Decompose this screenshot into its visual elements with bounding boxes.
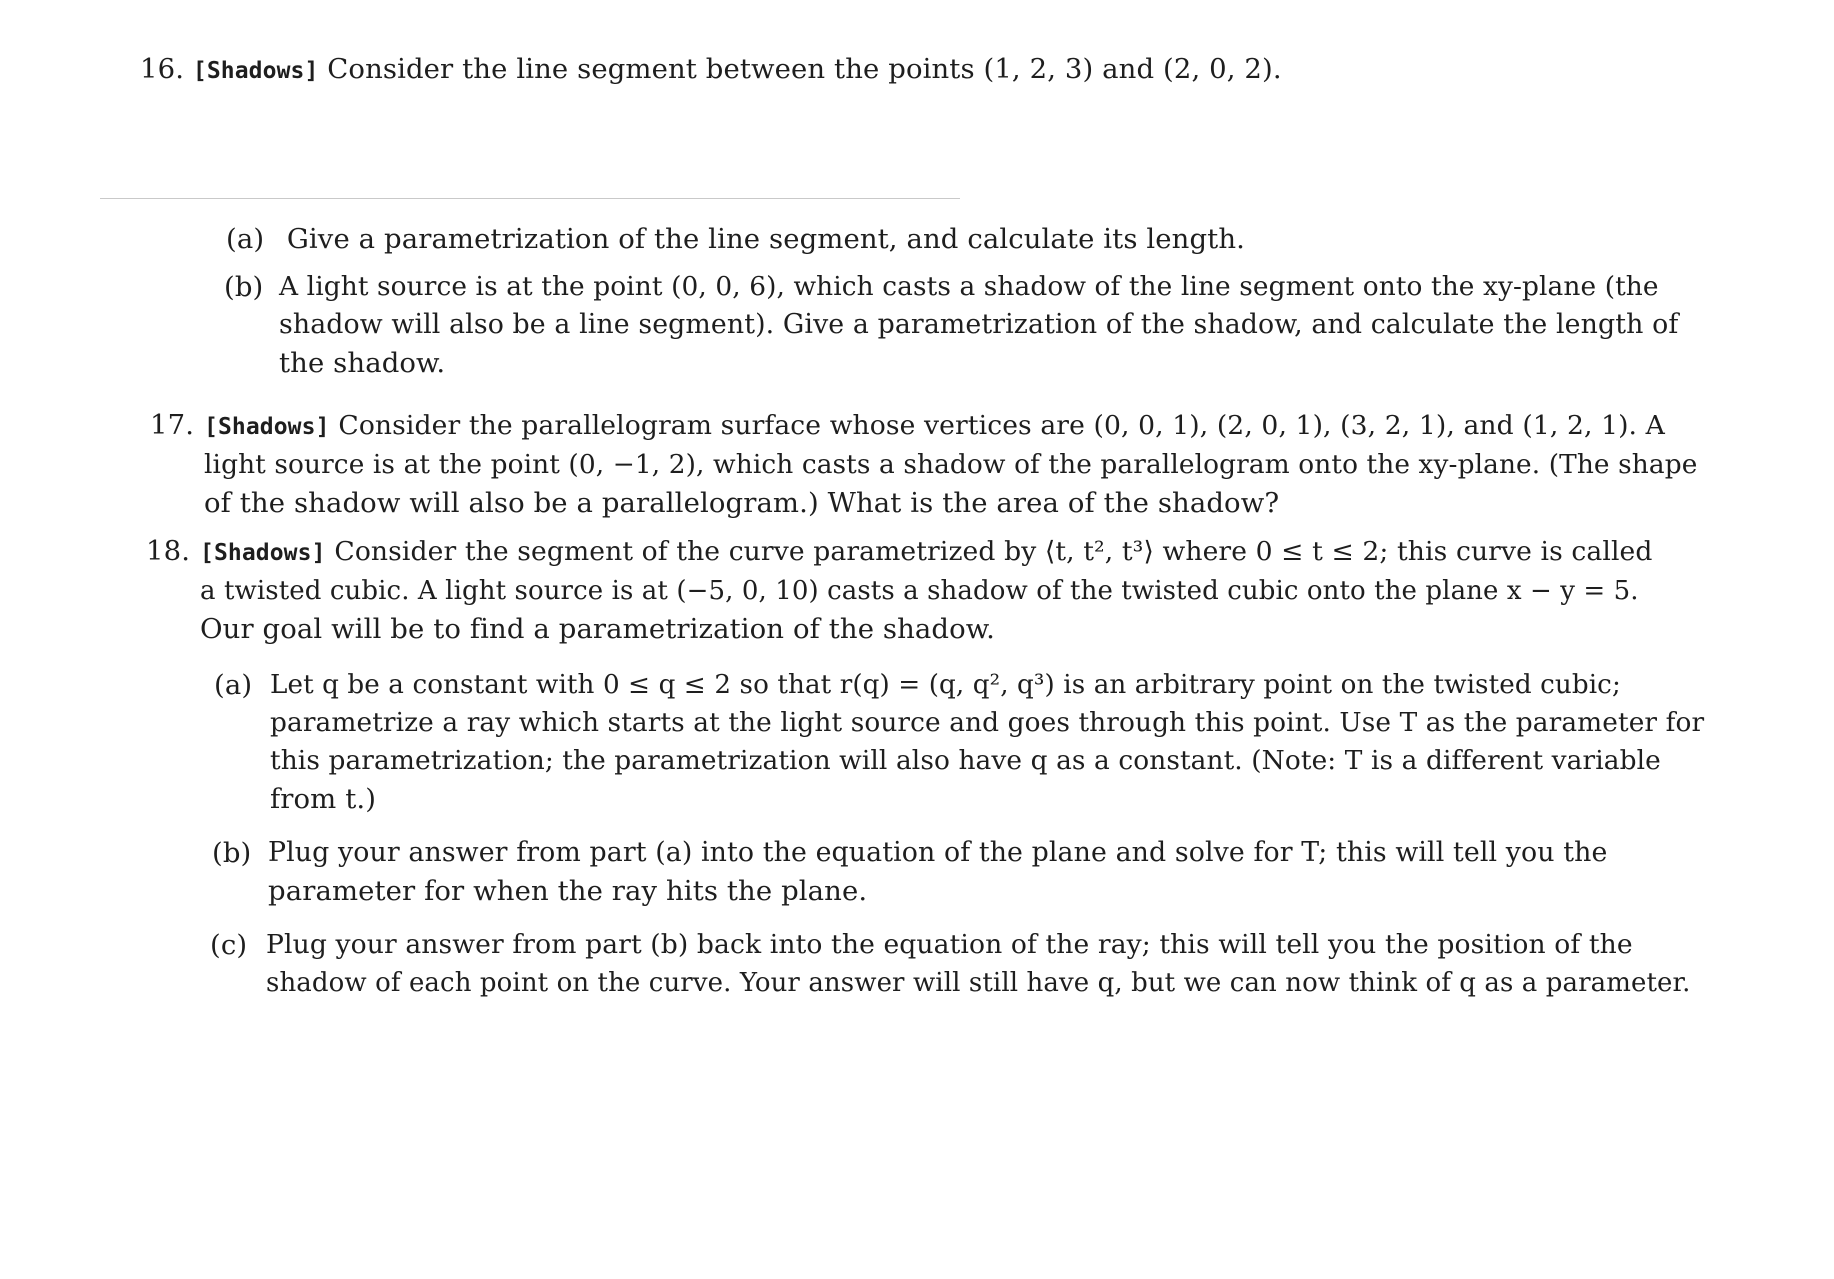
problem-16-part-a <box>226 220 1245 258</box>
part-text-line: parameter for when the ray hits the plane. <box>268 875 868 907</box>
part-text-line: parametrize a ray which starts at the light source and goes through this point. Use T as the parameter for <box>270 707 1705 738</box>
part-label: (b) <box>212 837 252 869</box>
part-text-line: A light source is at the point (0, 0, 6), which casts a shadow of the line segment onto the xy-plane (the <box>279 271 1659 302</box>
problem-text-line: a twisted cubic. A light source is at (−5, 0, 10) casts a shadow of the twisted cubic onto the plane x − y = 5. <box>200 576 1639 606</box>
problem-number: 17. <box>150 409 195 441</box>
problem-text-line: Consider the line segment between the points (1, 2, 3) and (2, 0, 2). <box>327 53 1282 85</box>
problem-text-line: Our goal will be to find a parametrization of the shadow. <box>200 613 996 645</box>
problem-tag: [Shadows] <box>192 58 319 84</box>
part-label: (a) <box>226 223 265 255</box>
part-label: (c) <box>210 929 248 961</box>
part-text-line: Plug your answer from part (a) into the equation of the plane and solve for T; this will tell you the <box>268 837 1608 868</box>
problem-text-line: Consider the segment of the curve parametrized by ⟨t, t², t³⟩ where 0 ≤ t ≤ 2; this curve is called <box>334 536 1653 567</box>
part-label: (a) <box>214 669 253 701</box>
problem-text-line: of the shadow will also be a parallelogram.) What is the area of the shadow? <box>204 487 1280 519</box>
part-text-line: shadow of each point on the curve. Your answer will still have q, but we can now think of q as a parameter. <box>266 968 1691 998</box>
part-text-line: from t.) <box>270 783 377 815</box>
problem-tag: [Shadows] <box>200 540 326 566</box>
problem-text-line: light source is at the point (0, −1, 2), which casts a shadow of the parallelogram onto the xy-plane. (The shape <box>204 449 1698 480</box>
part-text-line: Give a parametrization of the line segment, and calculate its length. <box>286 223 1245 255</box>
problem-tag: [Shadows] <box>204 414 330 440</box>
page-break-rule <box>100 198 960 199</box>
part-text-line: this parametrization; the parametrization will also have q as a constant. (Note: T is a different variable <box>270 745 1661 776</box>
part-text-line: the shadow. <box>279 347 446 379</box>
problem-number: 18. <box>146 535 191 567</box>
problem-text-line: Consider the parallelogram surface whose vertices are (0, 0, 1), (2, 0, 1), (3, 2, 1), and (1, 2, 1). A <box>338 410 1665 441</box>
problem-16-statement <box>140 50 1282 90</box>
part-text-line: Let q be a constant with 0 ≤ q ≤ 2 so that r(q) = (q, q², q³) is an arbitrary point on the twisted cubic; <box>270 670 1621 700</box>
part-text-line: shadow will also be a line segment). Give a parametrization of the shadow, and calculate the length of <box>279 309 1679 340</box>
part-text-line: Plug your answer from part (b) back into the equation of the ray; this will tell you the position of the <box>266 929 1633 960</box>
problem-number: 16. <box>140 53 185 85</box>
part-label: (b) <box>224 271 264 303</box>
